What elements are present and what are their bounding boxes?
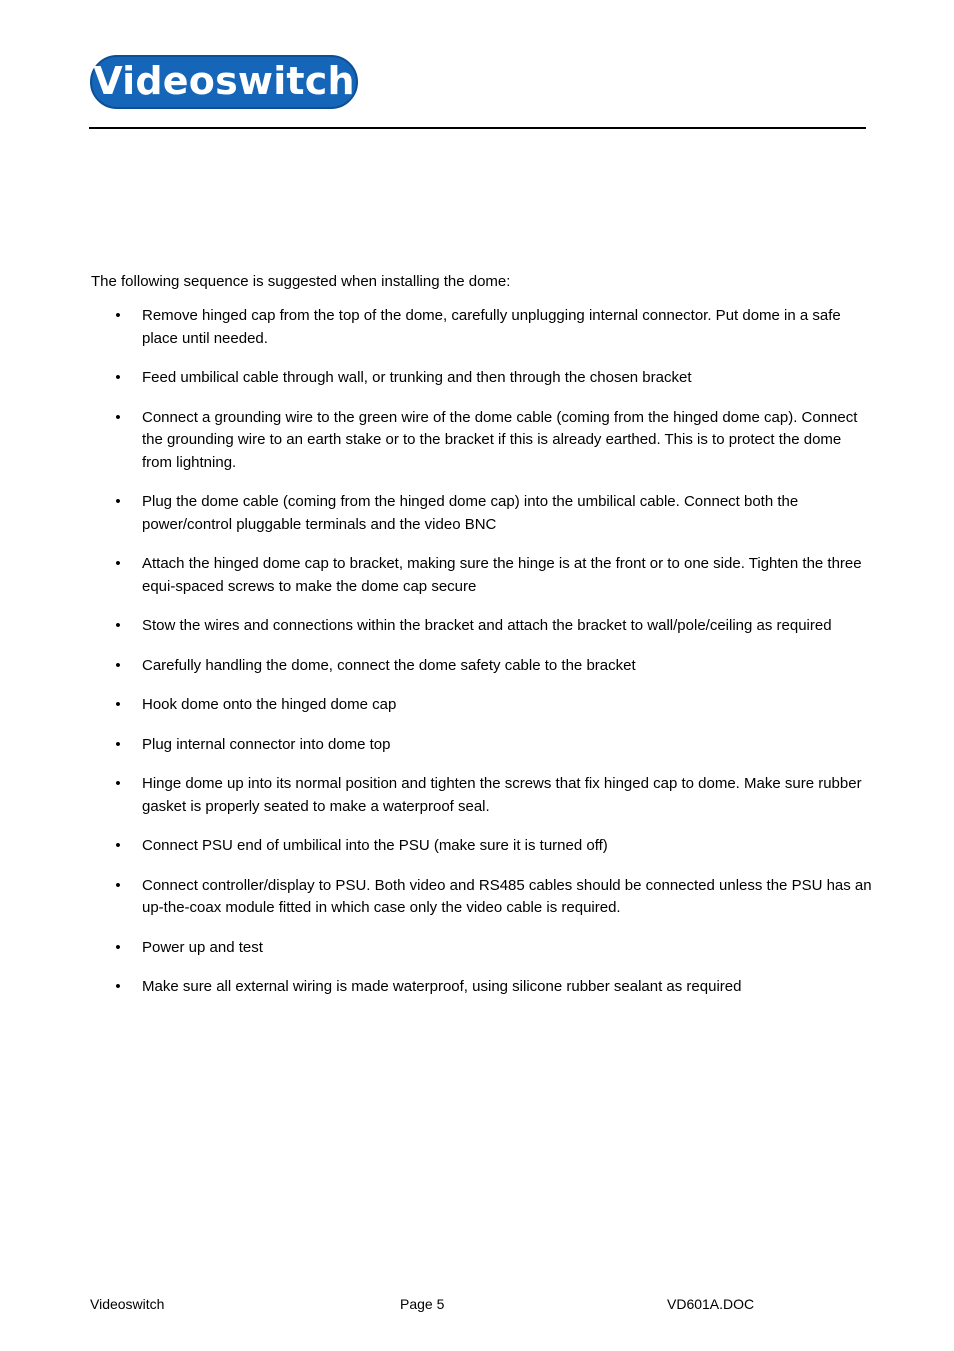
list-item — [112, 367, 872, 390]
footer-page-number: Page 5 — [400, 1296, 445, 1312]
list-item — [112, 976, 872, 999]
step-text: Make sure all external wiring is made waterproof, using silicone rubber sealant as required — [142, 978, 742, 995]
step-text: Connect PSU end of umbilical into the PSU (make sure it is turned off) — [142, 837, 608, 854]
step-text: Stow the wires and connections within the bracket and attach the bracket to wall/pole/ceiling as required — [142, 617, 832, 634]
step-text: Hook dome onto the hinged dome cap — [142, 696, 397, 713]
list-item — [112, 694, 872, 717]
bullet-icon: • — [115, 493, 121, 510]
list-item — [112, 491, 872, 536]
step-text: Connect controller/display to PSU. Both video and RS485 cables should be connected unless the PSU has an up-the-coax module fitted in which case only the video cable is required. — [142, 876, 872, 916]
list-item — [112, 734, 872, 757]
videoswitch-logo — [90, 55, 358, 109]
bullet-icon: • — [115, 735, 121, 753]
bullet-icon: • — [115, 775, 121, 792]
list-item — [112, 615, 872, 638]
step-text: Plug the dome cable (coming from the hinged dome cap) into the umbilical cable. Connect both the power/control pluggable terminals and the video BNC — [142, 493, 799, 533]
list-item — [112, 553, 872, 598]
step-text: Carefully handling the dome, connect the dome safety cable to the bracket — [142, 656, 636, 674]
list-item — [112, 937, 872, 960]
footer-company: Videoswitch — [90, 1296, 165, 1312]
list-item — [112, 875, 872, 920]
bullet-icon: • — [115, 837, 121, 854]
step-text: Power up and test — [142, 938, 263, 956]
list-item — [112, 773, 872, 818]
bullet-icon: • — [115, 617, 121, 634]
list-item — [112, 835, 872, 858]
bullet-icon: • — [115, 408, 121, 426]
bullet-icon: • — [115, 978, 121, 995]
step-text: Plug internal connector into dome top — [142, 735, 391, 753]
bullet-icon: • — [115, 555, 121, 572]
header-divider — [89, 127, 866, 129]
bullet-icon: • — [115, 656, 121, 674]
step-text: Hinge dome up into its normal position and tighten the screws that fix hinged cap to dome. Make sure rubber gasket is properly seated to make a waterproof seal. — [142, 775, 862, 815]
bullet-icon: • — [115, 876, 121, 894]
bullet-icon: • — [115, 307, 121, 324]
step-text: Connect a grounding wire to the green wire of the dome cable (coming from the hinged dome cap). Connect the grounding wire to an earth stake or to the bracket if this is already earthed. This is to protect the dome from lightning. — [142, 408, 858, 471]
step-text: Attach the hinged dome cap to bracket, making sure the hinge is at the front or to one side. Tighten the three equi-spaced screws to make the dome cap secure — [142, 555, 862, 595]
logo-text: Videoswitch — [93, 59, 355, 103]
bullet-icon: • — [115, 696, 121, 713]
bullet-icon: • — [115, 938, 121, 956]
step-text: Remove hinged cap from the top of the dome, carefully unplugging internal connector. Put dome in a safe place until needed. — [142, 307, 841, 347]
list-item — [112, 407, 872, 475]
footer-document-id: VD601A.DOC — [667, 1296, 755, 1312]
list-item — [112, 655, 872, 678]
step-text: Feed umbilical cable through wall, or trunking and then through the chosen bracket — [142, 369, 692, 386]
bullet-icon: • — [115, 369, 121, 386]
intro-text: The following sequence is suggested when installing the dome: — [91, 273, 511, 290]
list-item — [112, 305, 872, 350]
installation-steps-list — [112, 305, 872, 1016]
